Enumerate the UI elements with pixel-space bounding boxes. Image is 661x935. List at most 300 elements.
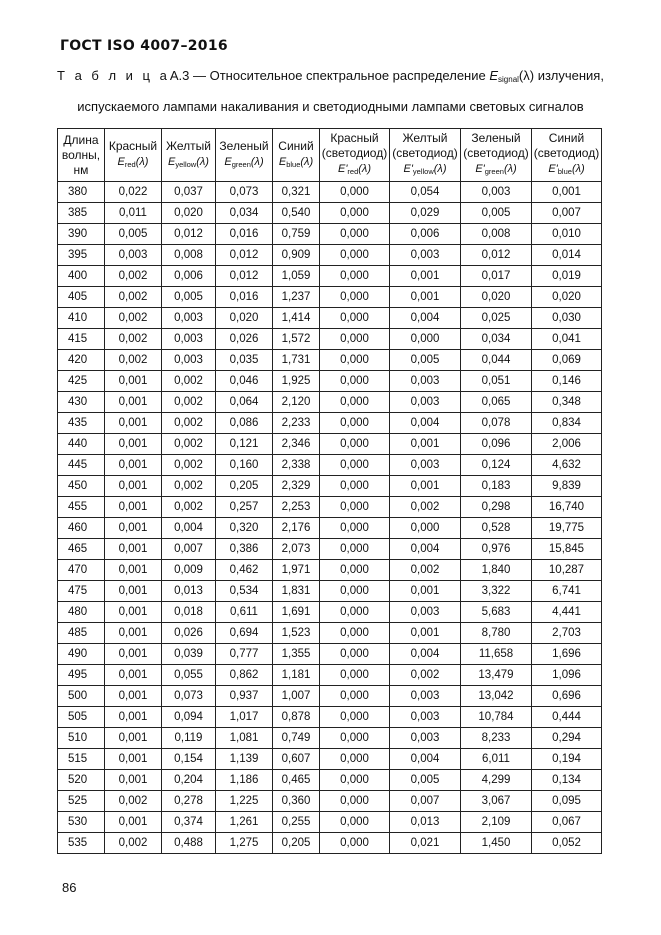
value-cell: 0,019: [532, 266, 602, 287]
caption-text-post: излучения,: [534, 68, 604, 83]
value-cell: 0,000: [320, 518, 390, 539]
value-cell: 0,096: [461, 434, 532, 455]
value-cell: 0,360: [273, 791, 320, 812]
value-cell: 0,004: [390, 539, 461, 560]
value-cell: 0,204: [162, 770, 216, 791]
value-cell: 0,002: [162, 434, 216, 455]
value-cell: 0,001: [105, 749, 162, 770]
value-cell: 0,134: [532, 770, 602, 791]
value-cell: 0,001: [105, 371, 162, 392]
table-header: [58, 129, 602, 182]
value-cell: 0,013: [390, 812, 461, 833]
value-cell: 0,002: [105, 329, 162, 350]
value-cell: 0,937: [216, 686, 273, 707]
value-cell: 0,320: [216, 518, 273, 539]
value-cell: 2,338: [273, 455, 320, 476]
value-cell: 1,181: [273, 665, 320, 686]
spectral-distribution-table: [57, 128, 602, 854]
value-cell: 0,154: [162, 749, 216, 770]
value-cell: 0,005: [390, 770, 461, 791]
value-cell: 0,002: [162, 392, 216, 413]
value-cell: 0,025: [461, 308, 532, 329]
table-row: [58, 686, 602, 707]
value-cell: 0,020: [216, 308, 273, 329]
value-cell: 15,845: [532, 539, 602, 560]
wavelength-cell: 430: [58, 392, 105, 413]
value-cell: 0,002: [162, 497, 216, 518]
value-cell: 0,007: [162, 539, 216, 560]
value-cell: 0,012: [162, 224, 216, 245]
value-cell: 0,094: [162, 707, 216, 728]
value-cell: 0,749: [273, 728, 320, 749]
value-cell: 0,012: [216, 266, 273, 287]
value-cell: 0,002: [105, 266, 162, 287]
table-row: [58, 623, 602, 644]
value-cell: 0,001: [105, 623, 162, 644]
table-body: [58, 182, 602, 854]
table-row: [58, 581, 602, 602]
value-cell: 2,253: [273, 497, 320, 518]
value-cell: 13,042: [461, 686, 532, 707]
value-cell: 0,294: [532, 728, 602, 749]
value-cell: 0,001: [390, 434, 461, 455]
table-row: [58, 287, 602, 308]
wavelength-cell: 400: [58, 266, 105, 287]
value-cell: 0,044: [461, 350, 532, 371]
value-cell: 0,000: [390, 329, 461, 350]
value-cell: 0,001: [105, 476, 162, 497]
value-cell: 0,052: [532, 833, 602, 854]
value-cell: 0,013: [162, 581, 216, 602]
column-header-symbol: $E_{yellow}(\lambda)$: [168, 155, 209, 169]
value-cell: 1,237: [273, 287, 320, 308]
value-cell: 2,109: [461, 812, 532, 833]
value-cell: 0,003: [461, 182, 532, 203]
value-cell: 0,002: [162, 476, 216, 497]
value-cell: 0,005: [461, 203, 532, 224]
wavelength-cell: 405: [58, 287, 105, 308]
wavelength-cell: 385: [58, 203, 105, 224]
wavelength-cell: 445: [58, 455, 105, 476]
value-cell: 0,696: [532, 686, 602, 707]
value-cell: 0,012: [461, 245, 532, 266]
value-cell: 0,003: [390, 707, 461, 728]
value-cell: 0,003: [105, 245, 162, 266]
value-cell: 1,186: [216, 770, 273, 791]
value-cell: 0,003: [390, 392, 461, 413]
column-header-name: Зеленый (светодиод): [463, 131, 529, 160]
value-cell: 19,775: [532, 518, 602, 539]
value-cell: 0,000: [320, 728, 390, 749]
value-cell: 0,000: [320, 455, 390, 476]
value-cell: 4,632: [532, 455, 602, 476]
value-cell: 1,059: [273, 266, 320, 287]
value-cell: 0,000: [320, 560, 390, 581]
column-header: [58, 129, 105, 182]
table-row: [58, 329, 602, 350]
value-cell: 0,002: [162, 413, 216, 434]
table-row: [58, 434, 602, 455]
value-cell: 0,255: [273, 812, 320, 833]
value-cell: 0,001: [532, 182, 602, 203]
column-header: [461, 129, 532, 182]
value-cell: 0,030: [532, 308, 602, 329]
value-cell: 8,780: [461, 623, 532, 644]
value-cell: 0,194: [532, 749, 602, 770]
value-cell: 0,001: [390, 287, 461, 308]
table-row: [58, 539, 602, 560]
value-cell: 0,005: [162, 287, 216, 308]
value-cell: 4,441: [532, 602, 602, 623]
wavelength-cell: 395: [58, 245, 105, 266]
value-cell: 0,016: [216, 224, 273, 245]
table-row: [58, 833, 602, 854]
value-cell: 0,001: [105, 707, 162, 728]
wavelength-cell: 490: [58, 644, 105, 665]
wavelength-cell: 510: [58, 728, 105, 749]
value-cell: 0,065: [461, 392, 532, 413]
value-cell: 0,124: [461, 455, 532, 476]
table-row: [58, 476, 602, 497]
value-cell: 0,095: [532, 791, 602, 812]
wavelength-cell: 470: [58, 560, 105, 581]
value-cell: 1,925: [273, 371, 320, 392]
wavelength-cell: 530: [58, 812, 105, 833]
wavelength-cell: 420: [58, 350, 105, 371]
value-cell: 0,000: [320, 623, 390, 644]
value-cell: 0,119: [162, 728, 216, 749]
caption-dash: —: [189, 68, 210, 83]
wavelength-cell: 390: [58, 224, 105, 245]
value-cell: 0,298: [461, 497, 532, 518]
value-cell: 8,233: [461, 728, 532, 749]
value-cell: 0,001: [390, 623, 461, 644]
value-cell: 0,001: [105, 728, 162, 749]
value-cell: 0,001: [390, 581, 461, 602]
value-cell: 1,139: [216, 749, 273, 770]
caption-symbol: E: [489, 68, 499, 83]
value-cell: 0,006: [390, 224, 461, 245]
value-cell: 0,001: [105, 644, 162, 665]
value-cell: 0,348: [532, 392, 602, 413]
column-header-name: Красный: [108, 138, 158, 153]
value-cell: 0,078: [461, 413, 532, 434]
value-cell: 0,020: [532, 287, 602, 308]
value-cell: 0,001: [105, 497, 162, 518]
value-cell: 1,355: [273, 644, 320, 665]
value-cell: 0,001: [105, 602, 162, 623]
value-cell: 0,002: [162, 455, 216, 476]
column-header-symbol: $E_{blue}(\lambda)$: [278, 155, 314, 169]
value-cell: 0,002: [105, 287, 162, 308]
caption-text-pre: Относительное спектральное распределение: [209, 68, 490, 83]
value-cell: 0,000: [320, 203, 390, 224]
value-cell: 0,003: [390, 686, 461, 707]
value-cell: 0,205: [216, 476, 273, 497]
column-header-name: Зеленый: [219, 138, 269, 153]
value-cell: 0,012: [216, 245, 273, 266]
value-cell: 0,003: [390, 455, 461, 476]
value-cell: 0,064: [216, 392, 273, 413]
value-cell: 0,002: [390, 497, 461, 518]
column-header: [320, 129, 390, 182]
value-cell: 1,017: [216, 707, 273, 728]
value-cell: 3,067: [461, 791, 532, 812]
value-cell: 0,001: [105, 539, 162, 560]
value-cell: 0,000: [320, 686, 390, 707]
column-header-symbol: $E'_{blue}(\lambda)$: [548, 163, 585, 176]
column-header-name: Синий (светодиод): [533, 131, 600, 160]
value-cell: 2,006: [532, 434, 602, 455]
value-cell: 0,001: [105, 686, 162, 707]
value-cell: 6,741: [532, 581, 602, 602]
value-cell: 0,257: [216, 497, 273, 518]
column-header-name: Синий: [278, 138, 314, 153]
value-cell: 0,001: [390, 266, 461, 287]
value-cell: 10,287: [532, 560, 602, 581]
column-header-symbol: $E'_{red}(\lambda)$: [337, 163, 372, 176]
value-cell: 1,696: [532, 644, 602, 665]
value-cell: 0,026: [216, 329, 273, 350]
page-number: 86: [62, 880, 77, 895]
value-cell: 1,971: [273, 560, 320, 581]
value-cell: 0,000: [320, 833, 390, 854]
value-cell: 1,450: [461, 833, 532, 854]
value-cell: 0,002: [390, 665, 461, 686]
value-cell: 0,029: [390, 203, 461, 224]
value-cell: 0,086: [216, 413, 273, 434]
value-cell: 0,001: [105, 581, 162, 602]
value-cell: 0,018: [162, 602, 216, 623]
table-row: [58, 518, 602, 539]
wavelength-cell: 435: [58, 413, 105, 434]
spectral-table-container: [57, 128, 602, 854]
value-cell: 1,261: [216, 812, 273, 833]
value-cell: 0,000: [320, 602, 390, 623]
value-cell: 0,000: [320, 224, 390, 245]
value-cell: 0,034: [216, 203, 273, 224]
value-cell: 0,004: [390, 413, 461, 434]
value-cell: 1,225: [216, 791, 273, 812]
value-cell: 0,002: [105, 308, 162, 329]
value-cell: 1,275: [216, 833, 273, 854]
value-cell: 0,039: [162, 644, 216, 665]
table-row: [58, 413, 602, 434]
value-cell: 0,014: [532, 245, 602, 266]
value-cell: 0,026: [162, 623, 216, 644]
wavelength-cell: 415: [58, 329, 105, 350]
value-cell: 0,069: [532, 350, 602, 371]
value-cell: 0,035: [216, 350, 273, 371]
value-cell: 0,000: [320, 581, 390, 602]
value-cell: 1,840: [461, 560, 532, 581]
value-cell: 4,299: [461, 770, 532, 791]
value-cell: 1,081: [216, 728, 273, 749]
value-cell: 0,000: [320, 287, 390, 308]
value-cell: 0,041: [532, 329, 602, 350]
table-row: [58, 497, 602, 518]
value-cell: 1,831: [273, 581, 320, 602]
value-cell: 0,020: [461, 287, 532, 308]
value-cell: 0,001: [105, 434, 162, 455]
value-cell: 0,002: [390, 560, 461, 581]
value-cell: 0,000: [320, 413, 390, 434]
value-cell: 0,121: [216, 434, 273, 455]
value-cell: 0,001: [105, 665, 162, 686]
caption-number: А.3: [169, 68, 190, 83]
value-cell: 0,878: [273, 707, 320, 728]
table-row: [58, 392, 602, 413]
value-cell: 0,001: [105, 455, 162, 476]
caption-label: Т а б л и ц а: [57, 68, 170, 83]
column-header-name: Длина волны, нм: [61, 133, 101, 177]
value-cell: 3,322: [461, 581, 532, 602]
value-cell: 0,011: [105, 203, 162, 224]
value-cell: 0,007: [532, 203, 602, 224]
wavelength-cell: 525: [58, 791, 105, 812]
column-header: [162, 129, 216, 182]
value-cell: 0,909: [273, 245, 320, 266]
table-row: [58, 203, 602, 224]
column-header-name: Желтый (светодиод): [392, 131, 458, 160]
value-cell: 0,000: [320, 707, 390, 728]
value-cell: 0,000: [320, 245, 390, 266]
value-cell: 0,017: [461, 266, 532, 287]
column-header-symbol: $E_{green}(\lambda)$: [224, 155, 264, 169]
value-cell: 0,694: [216, 623, 273, 644]
value-cell: 0,001: [105, 413, 162, 434]
value-cell: 0,054: [390, 182, 461, 203]
caption-symbol-sub: signal: [498, 75, 519, 84]
value-cell: 1,096: [532, 665, 602, 686]
value-cell: 11,658: [461, 644, 532, 665]
table-row: [58, 266, 602, 287]
column-header-name: Красный (светодиод): [321, 131, 388, 160]
value-cell: 0,003: [162, 308, 216, 329]
table-row: [58, 371, 602, 392]
table-row: [58, 665, 602, 686]
value-cell: 0,001: [105, 770, 162, 791]
value-cell: 0,000: [320, 791, 390, 812]
value-cell: 0,534: [216, 581, 273, 602]
table-row: [58, 560, 602, 581]
value-cell: 0,000: [320, 266, 390, 287]
value-cell: 0,002: [105, 791, 162, 812]
table-row: [58, 707, 602, 728]
value-cell: 0,000: [320, 329, 390, 350]
column-header-symbol: $E'_{yellow}(\lambda)$: [403, 163, 447, 176]
table-row: [58, 728, 602, 749]
value-cell: 0,009: [162, 560, 216, 581]
wavelength-cell: 535: [58, 833, 105, 854]
value-cell: 0,001: [105, 560, 162, 581]
value-cell: 10,784: [461, 707, 532, 728]
value-cell: 0,000: [320, 350, 390, 371]
value-cell: 0,003: [390, 728, 461, 749]
value-cell: 0,759: [273, 224, 320, 245]
value-cell: 0,002: [105, 833, 162, 854]
value-cell: 0,046: [216, 371, 273, 392]
value-cell: 0,465: [273, 770, 320, 791]
value-cell: 0,037: [162, 182, 216, 203]
value-cell: 0,020: [162, 203, 216, 224]
value-cell: 0,001: [105, 518, 162, 539]
value-cell: 0,000: [320, 434, 390, 455]
value-cell: 16,740: [532, 497, 602, 518]
table-row: [58, 224, 602, 245]
value-cell: 2,346: [273, 434, 320, 455]
wavelength-cell: 455: [58, 497, 105, 518]
column-header: [390, 129, 461, 182]
value-cell: 0,006: [162, 266, 216, 287]
value-cell: 1,523: [273, 623, 320, 644]
value-cell: 5,683: [461, 602, 532, 623]
value-cell: 0,976: [461, 539, 532, 560]
value-cell: 0,607: [273, 749, 320, 770]
value-cell: 0,862: [216, 665, 273, 686]
value-cell: 0,000: [320, 665, 390, 686]
wavelength-cell: 440: [58, 434, 105, 455]
column-header: [105, 129, 162, 182]
value-cell: 0,067: [532, 812, 602, 833]
value-cell: 1,572: [273, 329, 320, 350]
table-row: [58, 245, 602, 266]
value-cell: 0,777: [216, 644, 273, 665]
value-cell: 0,834: [532, 413, 602, 434]
value-cell: 0,003: [390, 245, 461, 266]
value-cell: 0,000: [320, 812, 390, 833]
value-cell: 0,005: [390, 350, 461, 371]
value-cell: 2,233: [273, 413, 320, 434]
table-caption-line2: испускаемого лампами накаливания и светодиодными лампами световых сигналов: [77, 99, 584, 114]
column-header: [273, 129, 320, 182]
table-row: [58, 308, 602, 329]
table-row: [58, 644, 602, 665]
value-cell: 0,000: [390, 518, 461, 539]
value-cell: 2,176: [273, 518, 320, 539]
column-header: [532, 129, 602, 182]
value-cell: 1,007: [273, 686, 320, 707]
value-cell: 0,003: [390, 602, 461, 623]
table-row: [58, 812, 602, 833]
table-row: [58, 791, 602, 812]
value-cell: 0,001: [105, 392, 162, 413]
value-cell: 0,386: [216, 539, 273, 560]
column-header-symbol: $E'_{green}(\lambda)$: [475, 163, 517, 176]
value-cell: 0,000: [320, 182, 390, 203]
value-cell: 0,000: [320, 749, 390, 770]
value-cell: 0,004: [390, 644, 461, 665]
wavelength-cell: 475: [58, 581, 105, 602]
wavelength-cell: 520: [58, 770, 105, 791]
document-code: ГОСТ ISO 4007–2016: [60, 38, 228, 54]
wavelength-cell: 410: [58, 308, 105, 329]
value-cell: 0,004: [390, 749, 461, 770]
value-cell: 0,001: [105, 812, 162, 833]
value-cell: 0,002: [162, 371, 216, 392]
wavelength-cell: 465: [58, 539, 105, 560]
value-cell: 0,205: [273, 833, 320, 854]
value-cell: 0,016: [216, 287, 273, 308]
value-cell: 0,611: [216, 602, 273, 623]
value-cell: 0,000: [320, 539, 390, 560]
value-cell: 0,051: [461, 371, 532, 392]
wavelength-cell: 480: [58, 602, 105, 623]
column-header: [216, 129, 273, 182]
header-row: [58, 129, 602, 182]
value-cell: 0,000: [320, 770, 390, 791]
table-row: [58, 350, 602, 371]
